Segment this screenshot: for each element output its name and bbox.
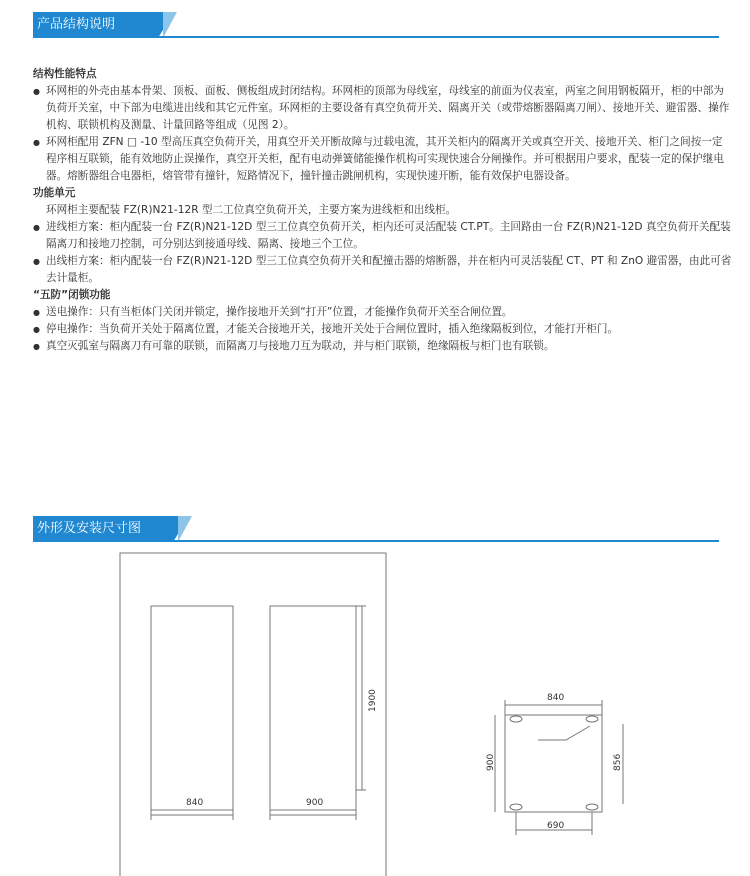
dim-base-top: 840 bbox=[547, 693, 565, 703]
dim-right-width: 900 bbox=[306, 798, 324, 808]
dim-base-left: 900 bbox=[486, 753, 496, 771]
dim-base-bottom: 690 bbox=[547, 821, 565, 831]
section-title: 产品结构说明 bbox=[33, 12, 158, 38]
bolt-slot bbox=[510, 804, 522, 810]
base-plan bbox=[505, 715, 602, 812]
list-item: ● 进线柜方案：柜内配装一台 FZ(R)N21-12D 型三工位真空负荷开关，柜内还可灵活配装 CT.PT。主回路由一台 FZ(R)N21-12D 真空负荷开关配装隔离刀和接地刀控制，可分别达到接通母线、隔离、接地三个工位。 bbox=[33, 219, 733, 253]
cabinet-left bbox=[151, 606, 233, 810]
heading-structure: 结构性能特点 bbox=[33, 68, 97, 80]
list-item: ● 送电操作：只有当柜体门关闭并锁定，操作接地开关到“打开”位置，才能操作负荷开关至合闸位置。 bbox=[33, 304, 733, 321]
cabinet-right bbox=[270, 606, 356, 810]
section-title: 外形及安装尺寸图 bbox=[33, 516, 173, 542]
bolt-slot bbox=[586, 716, 598, 722]
list-item: ● 真空灭弧室与隔离刀有可靠的联锁，而隔离刀与接地刀互为联动，并与柜门联锁，绝缘隔板与柜门也有联锁。 bbox=[33, 338, 733, 355]
dim-base-right: 856 bbox=[613, 753, 623, 771]
dim-left-width: 840 bbox=[186, 798, 204, 808]
dim-height: 1900 bbox=[368, 689, 378, 712]
list-item: ● 环网柜的外壳由基本骨架、顶板、面板、侧板组成封闭结构。环网柜的顶部为母线室，母线室的前面为仪表室，两室之间用钢板隔开，柜的中部为负荷开关室，中下部为电缆进出线和其它元件室。环网柜的主要设备有真空负荷开关、隔离开关（或带熔断器隔离刀闸）、接地开关、避雷器、操作机构、联锁机构及测量、计量回路等组成（见图 2）。 bbox=[33, 83, 733, 134]
cable-entry-line bbox=[538, 726, 590, 740]
function-intro: 环网柜主要配装 FZ(R)N21-12R 型二工位真空负荷开关，主要方案为进线柜和出线柜。 bbox=[46, 204, 457, 216]
heading-function: 功能单元 bbox=[33, 187, 76, 199]
heading-five-prevention: “五防”闭锁功能 bbox=[33, 289, 111, 301]
list-item: ● 停电操作：当负荷开关处于隔离位置，才能关合接地开关，接地开关处于合闸位置时，插入绝缘隔板到位，才能打开柜门。 bbox=[33, 321, 733, 338]
list-item: ● 环网柜配用 ZFN □ -10 型高压真空负荷开关，用真空开关开断故障与过载电流，其开关柜内的隔离开关或真空开关、接地开关、柜门之间按一定程序相互联锁，能有效地防止误操作，真空开关柜，配有电动弹簧储能操作机构可实现快速合分闸操作。并可根据用户要求，配装一定的保护继电器。熔断器组合电器柜，熔管带有撞针，短路情况下，撞针撞击跳闸机构，实现快速开断，能有效保护电器设备。 bbox=[33, 134, 733, 185]
list-item: ● 出线柜方案：柜内配装一台 FZ(R)N21-12D 型三工位真空负荷开关和配撞击器的熔断器，并在柜内可灵活装配 CT、PT 和 ZnO 避雷器，由此可省去计量柜。 bbox=[33, 253, 733, 287]
bolt-slot bbox=[586, 804, 598, 810]
bolt-slot bbox=[510, 716, 522, 722]
